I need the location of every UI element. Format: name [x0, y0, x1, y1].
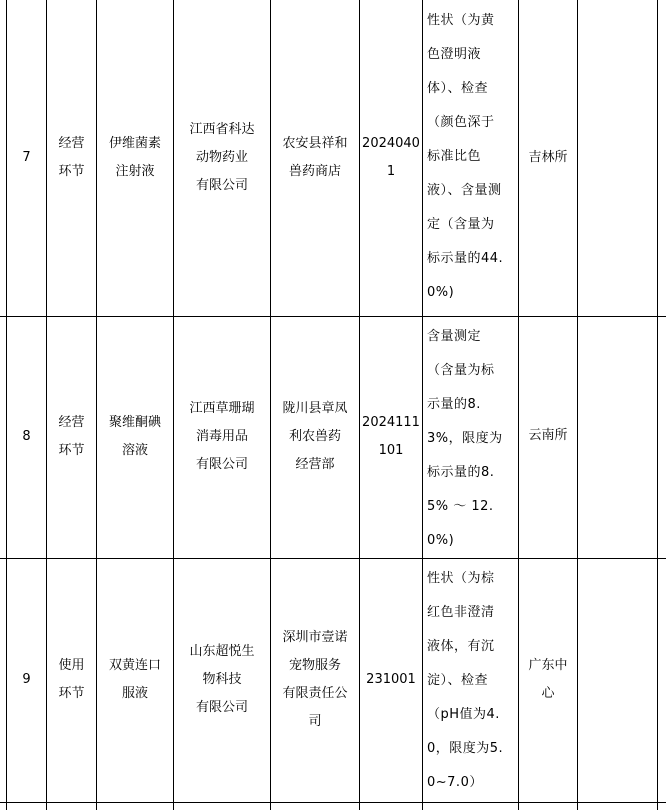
lab-cell [518, 316, 578, 558]
stage-cell [46, 316, 97, 558]
product-cell [96, 316, 174, 558]
batch-number: 2024111 101 [362, 415, 420, 458]
stage-cell [46, 0, 97, 316]
row-index: 9 [22, 672, 31, 687]
finding-cell [422, 316, 519, 558]
lab-cell [518, 558, 578, 802]
sampled-unit-name: 深圳市壹诺 宠物服务 有限责任公 司 [282, 630, 348, 729]
row-index-cell [6, 558, 47, 802]
lab-name: 吉林所 [528, 150, 568, 165]
row-index: 7 [22, 150, 31, 165]
stage-cell [46, 558, 97, 802]
grid-hline [0, 802, 666, 803]
stage-text: 使用 环节 [58, 658, 85, 701]
sampled-unit-cell [270, 316, 360, 558]
manufacturer-cell [173, 558, 271, 802]
batch-cell [359, 316, 423, 558]
manufacturer-name: 山东超悦生 物科技 有限公司 [189, 644, 255, 715]
manufacturer-cell [173, 0, 271, 316]
manufacturer-name: 江西省科达 动物药业 有限公司 [189, 122, 255, 193]
product-name: 聚维酮碘 溶液 [108, 415, 161, 458]
sampled-unit-name: 农安县祥和 兽药商店 [282, 136, 348, 179]
product-name: 伊维菌素 注射液 [108, 136, 161, 179]
batch-cell [359, 558, 423, 802]
row-index: 8 [22, 429, 31, 444]
table-row [0, 558, 666, 802]
row-index-cell [6, 316, 47, 558]
manufacturer-name: 江西草珊瑚 消毒用品 有限公司 [189, 401, 255, 472]
lab-name: 广东中 心 [528, 658, 568, 701]
product-cell [96, 558, 174, 802]
sampled-unit-name: 陇川县章凤 利农兽药 经营部 [282, 401, 348, 472]
sampled-unit-cell [270, 558, 360, 802]
product-cell [96, 0, 174, 316]
table-row [0, 0, 666, 316]
lab-name: 云南所 [528, 428, 568, 443]
stage-text: 经营 环节 [58, 136, 85, 179]
lab-cell [518, 0, 578, 316]
finding-text: 性状（为黄 色澄明液 体）、检查 （颜色深于 标准比色 液）、含量测 定（含量为 标示量的44. 0%) [427, 13, 504, 300]
stage-text: 经营 环节 [58, 415, 85, 458]
table-row [0, 316, 666, 558]
finding-cell [422, 558, 519, 802]
sampled-unit-cell [270, 0, 360, 316]
batch-number: 231001 [366, 672, 416, 687]
batch-number: 2024040 1 [362, 136, 420, 179]
finding-cell [422, 0, 519, 316]
finding-text: 性状（为棕 红色非澄清 液体，有沉 淀）、检查 （pH值为4. 0，限度为5. 0~7.0） [427, 571, 504, 790]
finding-text: 含量测定 （含量为标 示量的8. 3%，限度为 标示量的8. 5% ～ 12. 0%) [427, 329, 503, 548]
product-name: 双黄连口 服液 [108, 658, 161, 701]
manufacturer-cell [173, 316, 271, 558]
batch-cell [359, 0, 423, 316]
row-index-cell [6, 0, 47, 316]
